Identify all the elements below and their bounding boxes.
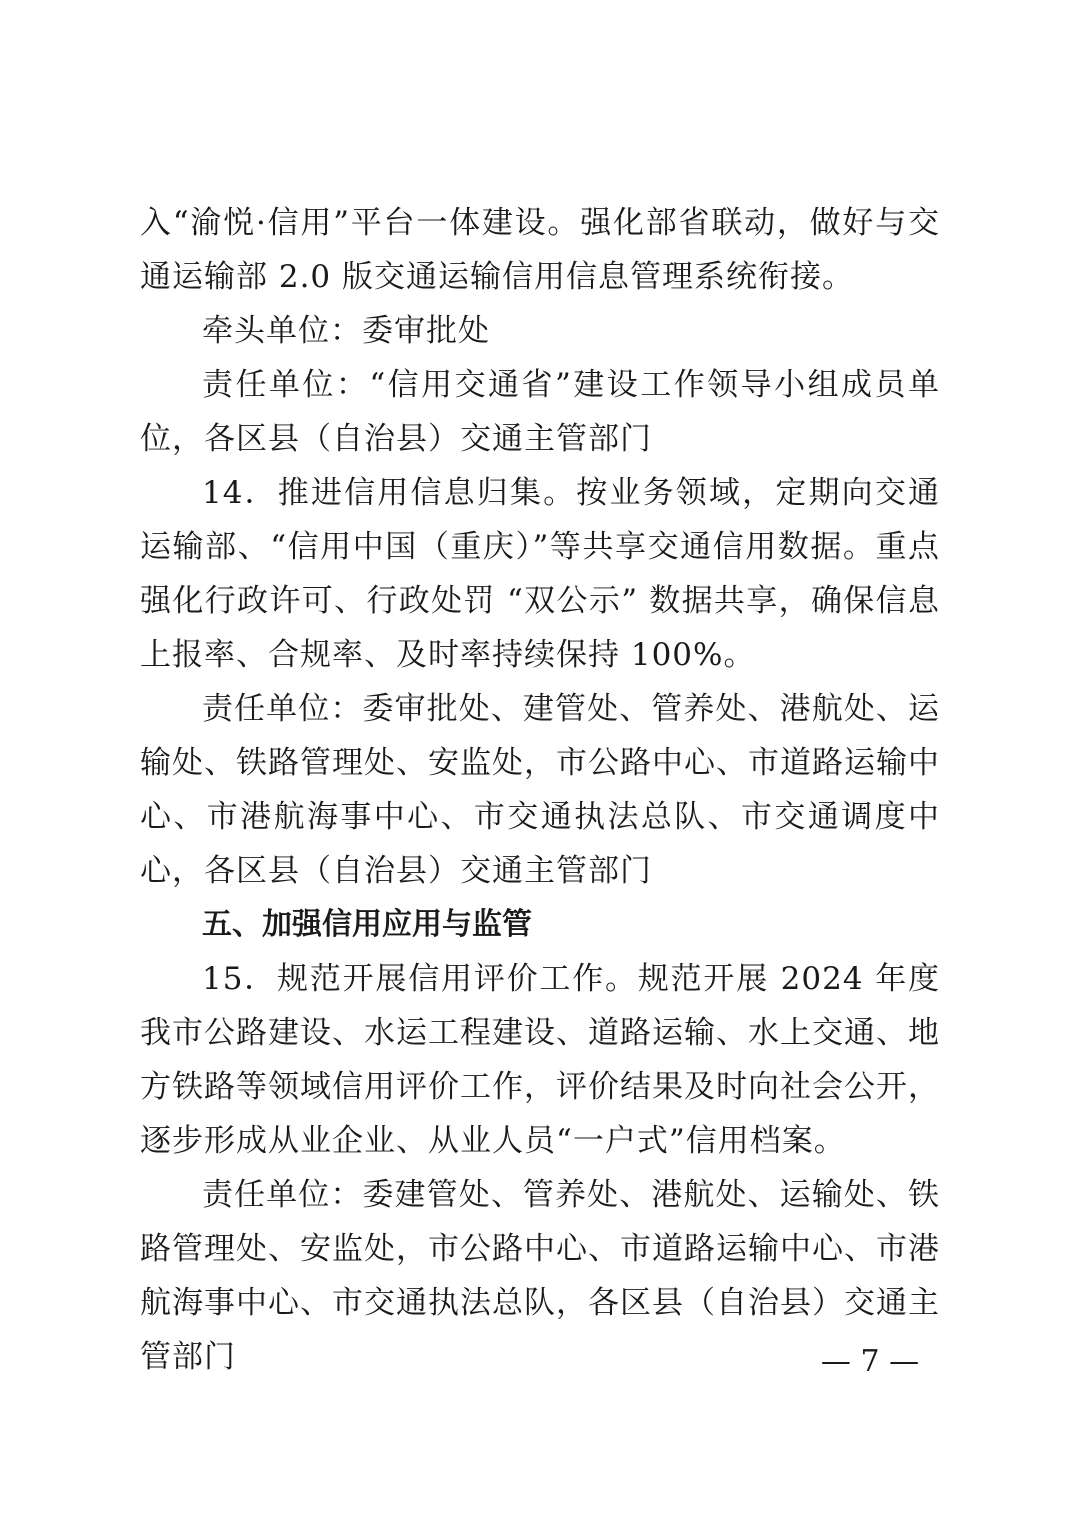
responsible-units-paragraph: 责任单位：委审批处、建管处、管养处、港航处、运输处、铁路管理处、安监处，市公路中心、市道路运输中心、市港航海事中心、市交通执法总队、市交通调度中心，各区县（自治县）交通主管部门 [140, 691, 940, 889]
item-14-paragraph: 14．推进信用信息归集。按业务领域，定期向交通运输部、“信用中国（重庆）”等共享交通信用数据。重点强化行政许可、行政处罚 “双公示” 数据共享，确保信息上报率、合规率、及时率持续保持 100%。 [140, 475, 940, 673]
item-15-paragraph: 15．规范开展信用评价工作。规范开展 2024 年度我市公路建设、水运工程建设、道路运输、水上交通、地方铁路等领域信用评价工作，评价结果及时向社会公开，逐步形成从业企业、从业人员“一户式”信用档案。 [140, 961, 940, 1159]
page-number: — 7 — [820, 1344, 920, 1379]
section-heading: 五、加强信用应用与监管 [202, 907, 532, 942]
paragraph-continuation: 入“渝悦·信用”平台一体建设。强化部省联动，做好与交通运输部 2.0 版交通运输信用信息管理系统衔接。 [140, 205, 940, 295]
responsible-units-paragraph: 责任单位：委建管处、管养处、港航处、运输处、铁路管理处、安监处，市公路中心、市道路运输中心、市港航海事中心、市交通执法总队，各区县（自治县）交通主管部门 [140, 1177, 940, 1375]
responsible-units-paragraph: 责任单位：“信用交通省”建设工作领导小组成员单位，各区县（自治县）交通主管部门 [140, 367, 940, 457]
document-body [140, 196, 940, 1384]
lead-unit-paragraph: 牵头单位：委审批处 [202, 313, 490, 349]
